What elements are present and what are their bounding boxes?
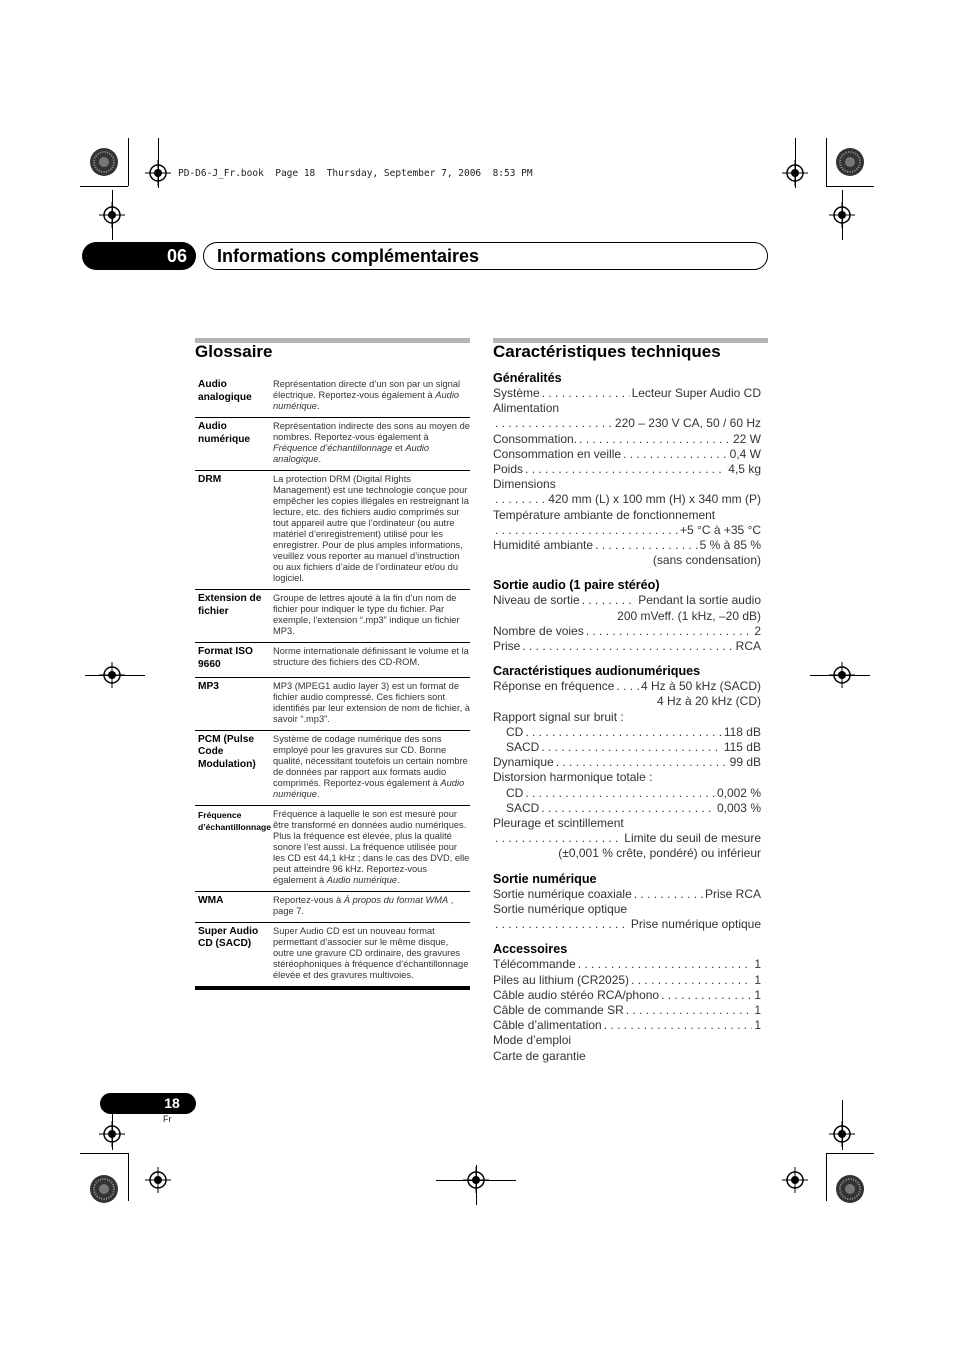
spec-value: Prise RCA [704,886,761,901]
dot-leader [495,917,629,932]
dot-leader [623,447,728,462]
spec-value: 118 dB [723,724,761,739]
glossary-table [195,376,470,990]
spec-heading: Caractéristiques audionumériques [493,664,701,679]
glossary-entry [195,376,470,418]
chapter-number: 06 [166,246,188,266]
spec-label: Télécommande [493,957,576,972]
spec-row [493,1018,761,1033]
spec-label: SACD [506,800,540,815]
glossary-definition: La protection DRM (Digital Rights Management) est une technologie conçue pour empêcher les copies illégales en restreignant la lecture, etc. des fichiers audio comprimés sur tout appareil autre que l’ordinateur (ou autre matériel d’enregistrement) utilisé pour les enregistrer. Pour de plus amples informations, veuillez vous reporter au manuel d’instruction ou aux fichiers d’aide de l’ordinateur et/ou du logiciel. [273,474,469,583]
glossary-term: Super Audio CD (SACD) [198,925,259,950]
specs-title: Caractéristiques techniques [493,342,721,361]
color-target-icon [89,147,119,177]
spec-label: Niveau de sortie [493,593,580,608]
glossary-definition: Représentation indirecte des sons au moyen de nombres. Reportez-vous également à Fréquence d’échantillonnage et Audio analogique. [273,421,470,464]
spec-row [493,801,761,816]
glossary-term: Fréquence d’échantillonnage [198,809,272,833]
spec-label: Câble de commande SR [493,1002,624,1017]
spec-value: 420 mm (L) x 100 mm (H) x 340 mm (P) [548,492,761,507]
spec-label: Nombre de voies [493,623,584,638]
spec-row [493,492,761,507]
glossary-term: Extension de fichier [198,593,262,617]
registration-mark-icon [145,160,171,186]
glossary-entry [195,643,470,678]
registration-mark-icon [463,1167,489,1193]
registration-mark-icon [145,1167,171,1193]
spec-continuation: 200 mVeff. (1 kHz, –20 dB) [617,608,761,623]
spec-value: 1 [754,957,761,972]
chapter-title: Informations complémentaires [217,246,480,266]
spec-value: Limite du seuil de mesure [624,831,761,846]
dot-leader [522,639,733,654]
glossary-definition: Super Audio CD est un nouveau format permettant d’associer sur le même disque, outre une gravure CD ordinaire, des gravures stéréophoniques à fréquence d’échantillonnage élevée et des gravures multivoies. [273,925,469,980]
spec-row [493,887,761,902]
glossary-definition: Système de codage numérique des sons employé pour les gravures sur CD. Bonne qualité, nécessitant toutefois un certain nombre de données par rapport aux formats audio comprimés. Reportez-vous également à Audio numérique. [273,733,468,799]
dot-leader [525,725,722,740]
glossary-definition: Reportez-vous à À propos du format WMA , page 7. [273,894,454,916]
specs-list [493,370,761,1064]
color-target-icon [835,1174,865,1204]
spec-row [493,639,761,654]
glossary-definition: Fréquence à laquelle le son est mesuré pour être transformé en données audio numériques. Plus la fréquence est élevée, plus la qualité sonore l’est aussi. La fréquence utilisée pour les CD est 44,1 kHz ; dans le cas des DVD, elle peut atteindre 96 kHz. Reportez-vous également à Audio numérique. [273,808,470,885]
spec-value: 2 [754,623,761,638]
glossary-definition: Représentation directe d’un son par un signal électrique. Reportez-vous également à Audio numérique. [273,379,461,411]
color-target-icon [835,147,865,177]
spec-label: Rapport signal sur bruit : [493,709,624,724]
spec-heading: Sortie numérique [493,871,597,886]
dot-leader [586,624,753,639]
glossary-term: Audio analogique [198,379,252,403]
spec-row [493,593,761,608]
spec-value: 115 dB [723,740,761,755]
dot-leader [616,679,639,694]
glossary-entry [195,418,470,471]
spec-value: 1 [754,1002,761,1017]
spec-value: 1 [754,972,761,987]
spec-value: RCA [735,639,761,654]
spec-row [493,973,761,988]
dot-leader [579,432,731,447]
glossary-entry [195,923,470,987]
spec-value: 0,003 % [716,800,761,815]
glossary-entry [195,590,470,643]
spec-value: 0,002 % [716,785,761,800]
dot-leader [525,786,715,801]
glossary-definition: MP3 (MPEG1 audio layer 3) est un format de fichier audio compressé. Ces fichiers sont identifiés par leur extension de nom de fichier, à savoir “.mp3”. [273,680,470,724]
spec-gap [493,568,761,577]
dot-leader [495,523,678,538]
registration-mark-icon [99,662,125,688]
page-number: 18 [164,1095,180,1111]
spec-heading: Généralités [493,371,562,385]
spec-heading: Sortie audio (1 paire stéréo) [493,578,660,593]
spec-label: CD [506,785,524,800]
spec-label: Réponse en fréquence [493,679,615,694]
spec-label: Sortie numérique optique [493,901,628,916]
spec-label: Pleurage et scintillement [493,816,624,831]
spec-row [493,786,761,801]
dot-leader [495,492,546,507]
spec-row [493,740,761,755]
dot-leader [631,973,752,988]
spec-row [493,416,761,431]
spec-value: 220 – 230 V CA, 50 / 60 Hz [614,416,761,431]
glossary-term: PCM (Pulse Code Modulation) [198,733,256,771]
spec-row [493,725,761,740]
spec-label: Distorsion harmonique totale : [493,770,653,785]
spec-row [493,917,761,932]
spec-label: SACD [506,740,540,755]
spec-label: Câble audio stéréo RCA/phono [493,987,660,1002]
spec-label: Piles au lithium (CR2025) [493,972,630,987]
glossary-entry [195,806,470,892]
dot-leader [661,988,752,1003]
registration-mark-icon [99,202,125,228]
dot-leader [525,462,726,477]
spec-label: Poids [493,462,524,477]
spec-value: +5 °C à +35 °C [680,522,761,537]
dot-leader [542,386,630,401]
spec-label: Alimentation [493,401,560,416]
glossary-term: WMA [198,894,224,906]
spec-value: 5 % à 85 % [699,538,761,553]
spec-value: Lecteur Super Audio CD [631,386,761,400]
glossary-term: Format ISO 9660 [198,646,253,670]
spec-row [493,462,761,477]
page-language: Fr [163,1114,172,1124]
spec-row [493,957,761,972]
spec-row [493,831,761,846]
spec-row [493,523,761,538]
spec-label: Consommation. [493,431,578,446]
registration-mark-icon [829,202,855,228]
glossary-definition: Norme internationale définissant le volume et la structure des fichiers des CD-ROM. [273,646,469,667]
spec-row [493,538,761,553]
spec-label: Humidité ambiante [493,538,594,553]
dot-leader [626,1003,753,1018]
spec-row [493,988,761,1003]
dot-leader [495,416,613,431]
spec-label: Sortie numérique coaxiale [493,886,632,901]
spec-value: 22 W [732,431,761,446]
dot-leader [634,887,703,902]
glossary-term: MP3 [198,680,219,692]
spec-heading: Accessoires [493,942,568,957]
glossary-title: Glossaire [195,342,273,361]
spec-label: CD [506,724,524,739]
spec-value: 99 dB [729,755,761,770]
dot-leader [604,1018,753,1033]
spec-row [493,755,761,770]
spec-row [493,432,761,447]
spec-label: Dimensions [493,477,556,492]
spec-gap [493,862,761,871]
spec-gap [493,654,761,663]
dot-leader [578,957,753,972]
spec-value: Pendant la sortie audio [638,593,761,608]
spec-label: Dynamique [493,755,554,770]
dot-leader [582,593,637,608]
spec-label: Carte de garantie [493,1048,586,1063]
registration-mark-icon [99,1121,125,1147]
glossary-term: DRM [198,474,222,485]
glossary-entry [195,678,470,731]
glossary-entry [195,892,470,923]
spec-label: Mode d’emploi [493,1033,572,1048]
spec-value: Prise numérique optique [630,917,761,932]
dot-leader [541,740,722,755]
spec-value: 1 [754,1018,761,1033]
dot-leader [495,831,622,846]
spec-value: 1 [754,987,761,1002]
spec-label: Température ambiante de fonctionnement [493,507,716,522]
spec-continuation: (sans condensation) [652,553,761,568]
spec-continuation: (±0,001 % crête, pondéré) ou inférieur [558,846,761,861]
color-target-icon [89,1174,119,1204]
spec-row [493,624,761,639]
dot-leader [556,755,728,770]
registration-mark-icon [782,1167,808,1193]
glossary-definition: Groupe de lettres ajouté à la fin d’un nom de fichier pour indiquer le type du fichier. Par exemple, l’extension “.mp3” indique un fichier MP3. [273,593,460,636]
spec-continuation: 4 Hz à 20 kHz (CD) [656,694,761,709]
glossary-end-rule [195,987,470,990]
glossary-entry [195,731,470,806]
spec-value: 4,5 kg [728,462,761,477]
registration-mark-icon [829,662,855,688]
spec-label: Système [493,386,540,400]
spec-label: Câble d’alimentation [493,1018,602,1033]
dot-leader [541,801,715,816]
spec-value: 4 Hz à 50 kHz (SACD) [640,679,761,694]
spec-row [493,679,761,694]
spec-value: 0,4 W [729,446,761,461]
book-stamp: PD-D6-J_Fr.book Page 18 Thursday, September 7, 2006 8:53 PM [178,168,533,179]
spec-gap [493,932,761,941]
spec-row [493,447,761,462]
registration-mark-icon [782,160,808,186]
glossary-term: Audio numérique [198,421,251,445]
registration-mark-icon [829,1121,855,1147]
dot-leader [595,538,698,553]
spec-row [493,1003,761,1018]
glossary-entry [195,471,470,590]
spec-label: Consommation en veille [493,446,622,461]
spec-label: Prise [493,639,521,654]
spec-row [493,386,761,401]
